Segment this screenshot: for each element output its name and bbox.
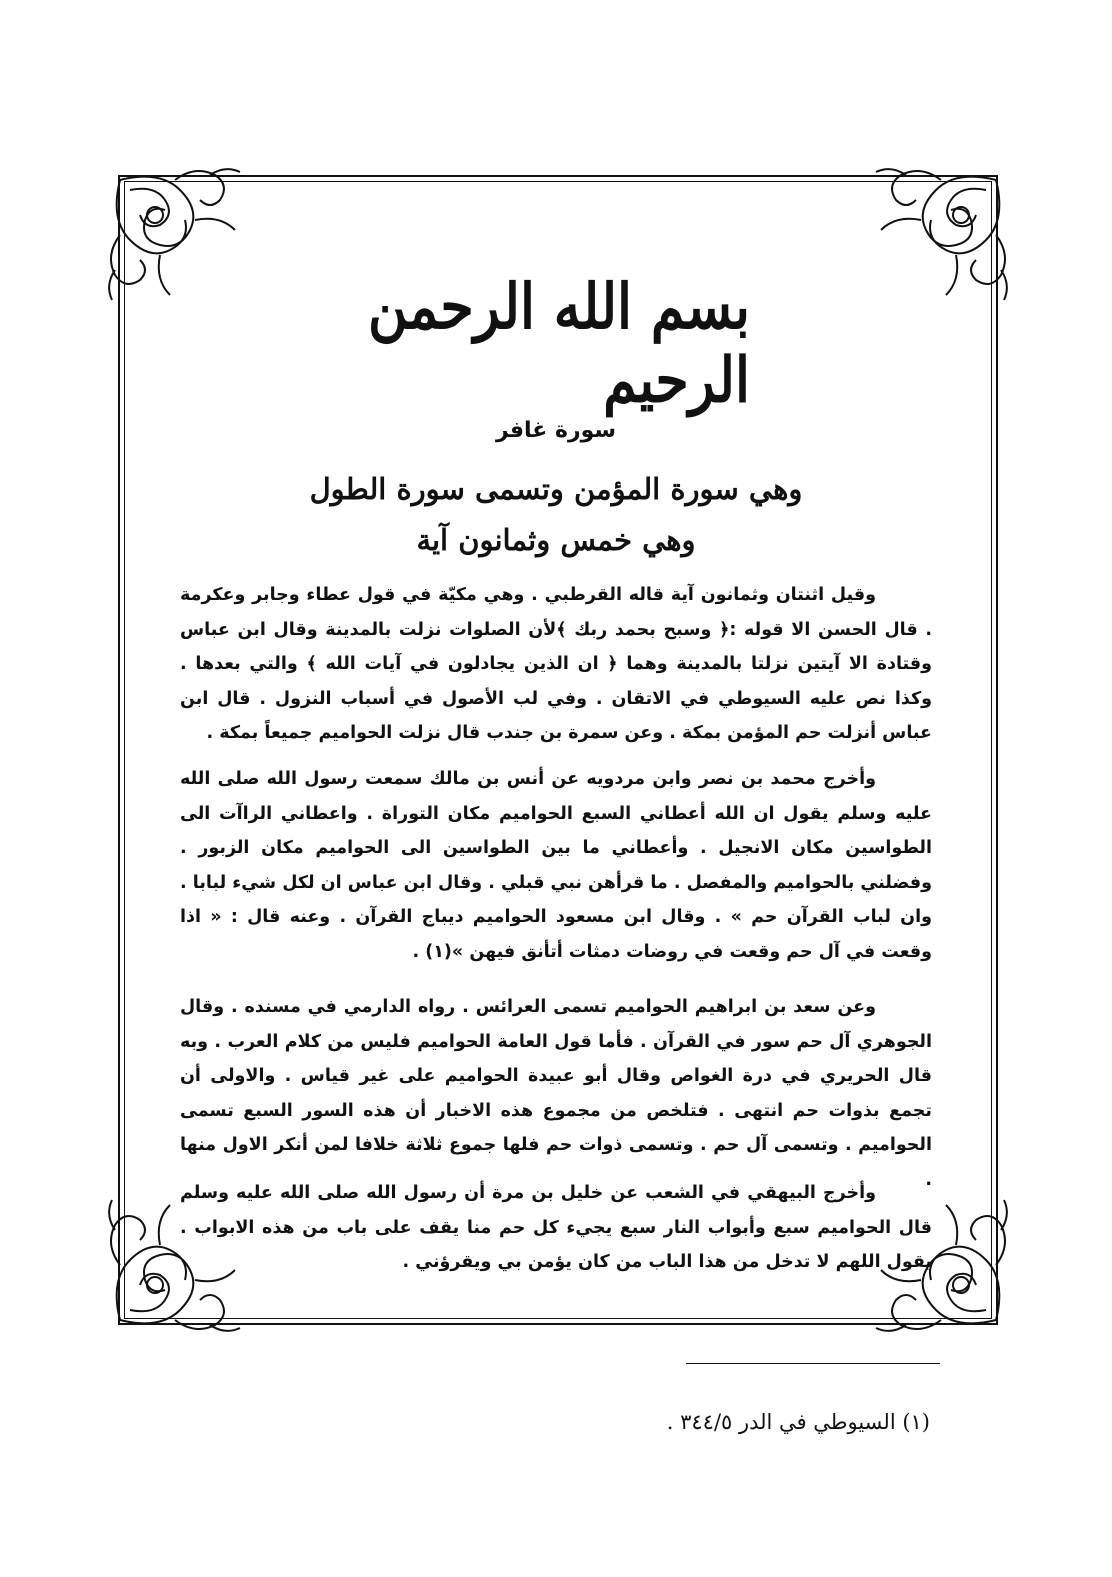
paragraph-text: وعن سعد بن ابراهيم الحواميم تسمى العرائس . رواه الدارمي في مسنده . وقال الجوهري آل حم سور في القرآن . فأما قول العامة الحواميم فليس من كلام العرب . وبه قال الحريري في درة الغواص وقال أبو عبيدة الحواميم على غير قياس . والاولى أن تجمع بذوات حم انتهى . فتلخص من مجموع هذه الاخبار أن هذه السور السبع تسمى الحواميم . وتسمى آل حم . وتسمى ذوات حم فلها جموع ثلاثة خلافا لمن أنكر الاول منها . [180, 997, 932, 1190]
body-paragraph [180, 990, 932, 1197]
footnote: (١) السيوطي في الدر ٣٤٤/٥ . [666, 1410, 930, 1434]
body-paragraph [180, 762, 932, 969]
paragraph-text: وأخرج محمد بن نصر وابن مردويه عن أنس بن مالك سمعت رسول الله صلى الله عليه وسلم يقول ان الله أعطاني السبع الحواميم مكان التوراة . واعطاني الراآت الى الطواسين مكان الانجيل . وأعطاني ما بين الطواسين الى الحواميم مكان الزبور . وفضلني بالحواميم والمفصل . ما قرأهن نبي قبلي . وقال ابن عباس ان لكل شيء لبابا . وان لباب القرآن حم » . وقال ابن مسعود الحواميم ديباج القرآن . وعنه قال : « اذا وقعت في آل حم وقعت في روضات دمثات أتأنق فيهن »(١) . [180, 769, 932, 962]
surah-name: سورة غافر [495, 418, 617, 443]
paragraph-text: وقيل اثنتان وثمانون آية قاله القرطبي . وهي مكيّة في قول عطاء وجابر وعكرمة . قال الحسن الا قوله :﴿ وسبح بحمد ربك ﴾لأن الصلوات نزلت بالمدينة وقال ابن عباس وقتادة الا آيتين نزلتا بالمدينة وهما ﴿ ان الذين يجادلون في آيات الله ﴾ والتي بعدها . وكذا نص عليه السيوطي في الاتقان . وفي لب الأصول في أسباب النزول . قال ابن عباس أنزلت حم المؤمن بمكة . وعن سمرة بن جندب قال نزلت الحواميم جميعاً بمكة . [180, 585, 932, 743]
corner-ornament-icon [100, 160, 250, 310]
body-paragraph [180, 578, 932, 751]
basmala-calligraphy [360, 268, 750, 417]
footnote-divider [686, 1363, 940, 1364]
heading-line-1: وهي سورة المؤمن وتسمى سورة الطول [309, 472, 803, 506]
heading-line-2: وهي خمس وثمانون آية [416, 523, 696, 557]
basmala-text: بسم الله الرحمن الرحيم [368, 268, 750, 417]
paragraph-text: وأخرج البيهقي في الشعب عن خليل بن مرة أن رسول الله صلى الله عليه وسلم قال الحواميم سبع وأبواب النار سبع يجيء كل حم منا يقف على باب من هذه الابواب . يقول اللهم لا تدخل من هذا الباب من كان يؤمن بي ويقرؤني . [180, 1183, 932, 1272]
corner-ornament-icon [866, 160, 1016, 310]
body-paragraph [180, 1176, 932, 1280]
